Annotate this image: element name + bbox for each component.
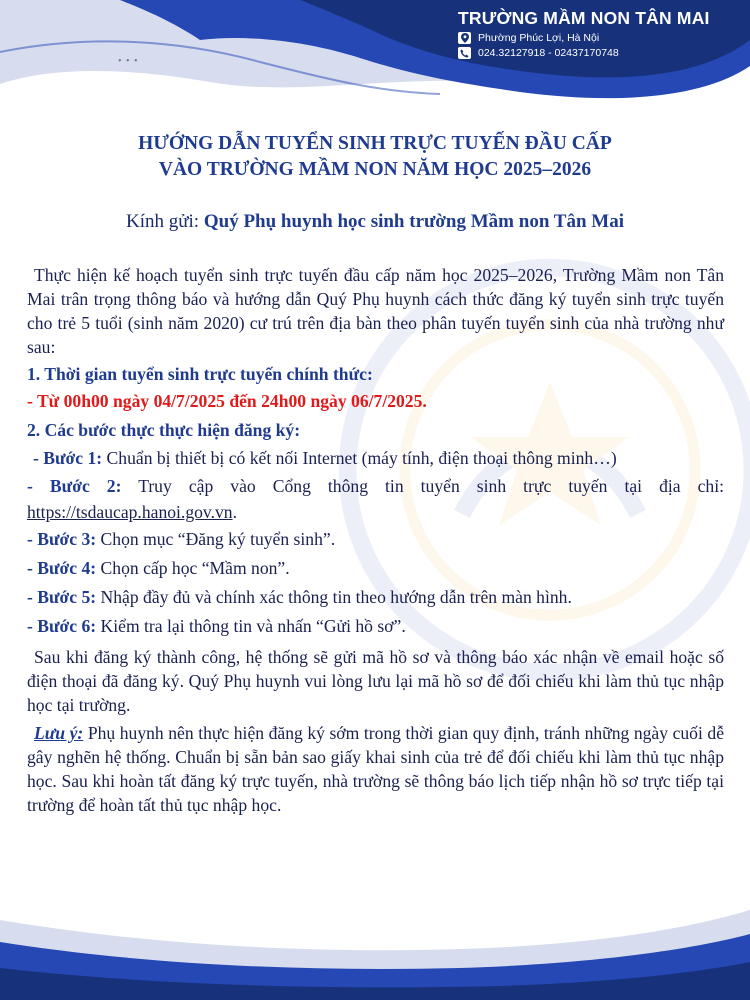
note-text: Phụ huynh nên thực hiện đăng ký sớm trong thời gian quy định, tránh những ngày cuối dễ gây nghẽn hệ thống. Chuẩn bị sẵn bản sao giấy khai sinh của trẻ để đối chiếu khi làm thủ tục nhập học. Sau khi hoàn tất đăng ký trực tuyến, nhà trường sẽ thông báo lịch tiếp nhận hồ sơ trực tiếp tại trường để hoàn tất thủ tục nhập học. bbox=[27, 723, 724, 815]
step-text: Kiểm tra lại thông tin và nhấn “Gửi hồ sơ”. bbox=[96, 616, 406, 636]
step-label: - Bước 2: bbox=[27, 476, 122, 496]
step-1 bbox=[27, 444, 724, 473]
phone-row bbox=[458, 47, 748, 59]
note-paragraph bbox=[27, 721, 724, 817]
step-6 bbox=[27, 612, 724, 641]
title-line-1: HƯỚNG DẪN TUYỂN SINH TRỰC TUYẾN ĐẦU CẤP bbox=[138, 133, 612, 154]
note-label: Lưu ý: bbox=[34, 723, 84, 743]
step-3 bbox=[27, 525, 724, 554]
step-text: Nhập đầy đủ và chính xác thông tin theo hướng dẫn trên màn hình. bbox=[96, 587, 572, 607]
greeting-recipient: Quý Phụ huynh học sinh trường Mầm non Tân Mai bbox=[203, 211, 625, 232]
address-text: Phường Phúc Lợi, Hà Nội bbox=[478, 32, 600, 44]
step-text-end: . bbox=[232, 502, 237, 522]
document-body bbox=[27, 263, 724, 817]
school-name: TRƯỜNG MẦM NON TÂN MAI bbox=[458, 8, 710, 28]
greeting bbox=[0, 211, 750, 233]
phone-icon bbox=[458, 47, 471, 59]
step-4 bbox=[27, 554, 724, 583]
document-title bbox=[0, 131, 750, 183]
step-5 bbox=[27, 583, 724, 612]
greeting-prefix: Kính gửi: bbox=[125, 211, 204, 232]
step-text: Chọn cấp học “Mầm non”. bbox=[96, 558, 290, 578]
portal-link[interactable]: https://tsdaucap.hanoi.gov.vn bbox=[27, 502, 233, 522]
registration-time: - Từ 00h00 ngày 04/7/2025 đến 24h00 ngày 06/7/2025. bbox=[27, 391, 427, 411]
after-register-text: Sau khi đăng ký thành công, hệ thống sẽ gửi mã hồ sơ và thông báo xác nhận về email hoặc số điện thoại đã đăng ký. Quý Phụ huynh vui lòng lưu lại mã hồ sơ để đối chiếu khi làm thủ tục nhập học tại trường. bbox=[27, 647, 724, 715]
step-label: - Bước 1: bbox=[33, 448, 103, 468]
section-1-heading: 1. Thời gian tuyển sinh trực tuyến chính thức: bbox=[27, 364, 373, 384]
step-2 bbox=[27, 473, 724, 525]
phone-text: 024.32127918 - 02437170748 bbox=[478, 47, 619, 59]
step-text: Chuẩn bị thiết bị có kết nối Internet (máy tính, điện thoại thông minh…) bbox=[102, 448, 617, 468]
school-info bbox=[458, 8, 748, 59]
title-line-2: VÀO TRƯỜNG MẦM NON NĂM HỌC 2025–2026 bbox=[158, 159, 592, 180]
step-label: - Bước 4: bbox=[27, 558, 97, 578]
step-label: - Bước 3: bbox=[27, 529, 97, 549]
footer-banner bbox=[0, 890, 750, 1000]
section-2-heading: 2. Các bước thực thực hiện đăng ký: bbox=[27, 420, 301, 440]
step-label: - Bước 5: bbox=[27, 587, 97, 607]
header-dots: • • • bbox=[118, 56, 139, 67]
step-label: - Bước 6: bbox=[27, 616, 97, 636]
step-text: Chọn mục “Đăng ký tuyển sinh”. bbox=[96, 529, 336, 549]
address-row bbox=[458, 32, 748, 44]
intro-paragraph: Thực hiện kế hoạch tuyển sinh trực tuyến đầu cấp năm học 2025–2026, Trường Mầm non Tân Mai trân trọng thông báo và hướng dẫn Quý Phụ huynh cách thức đăng ký tuyển sinh trực tuyến cho trẻ 5 tuổi (sinh năm 2020) cư trú trên địa bàn theo phân tuyến tuyển sinh của nhà trường như sau: bbox=[27, 265, 724, 357]
after-register-paragraph bbox=[27, 645, 724, 717]
step-text: Truy cập vào Cổng thông tin tuyển sinh trực tuyến tại địa chỉ: bbox=[121, 476, 725, 496]
location-pin-icon bbox=[458, 32, 471, 44]
